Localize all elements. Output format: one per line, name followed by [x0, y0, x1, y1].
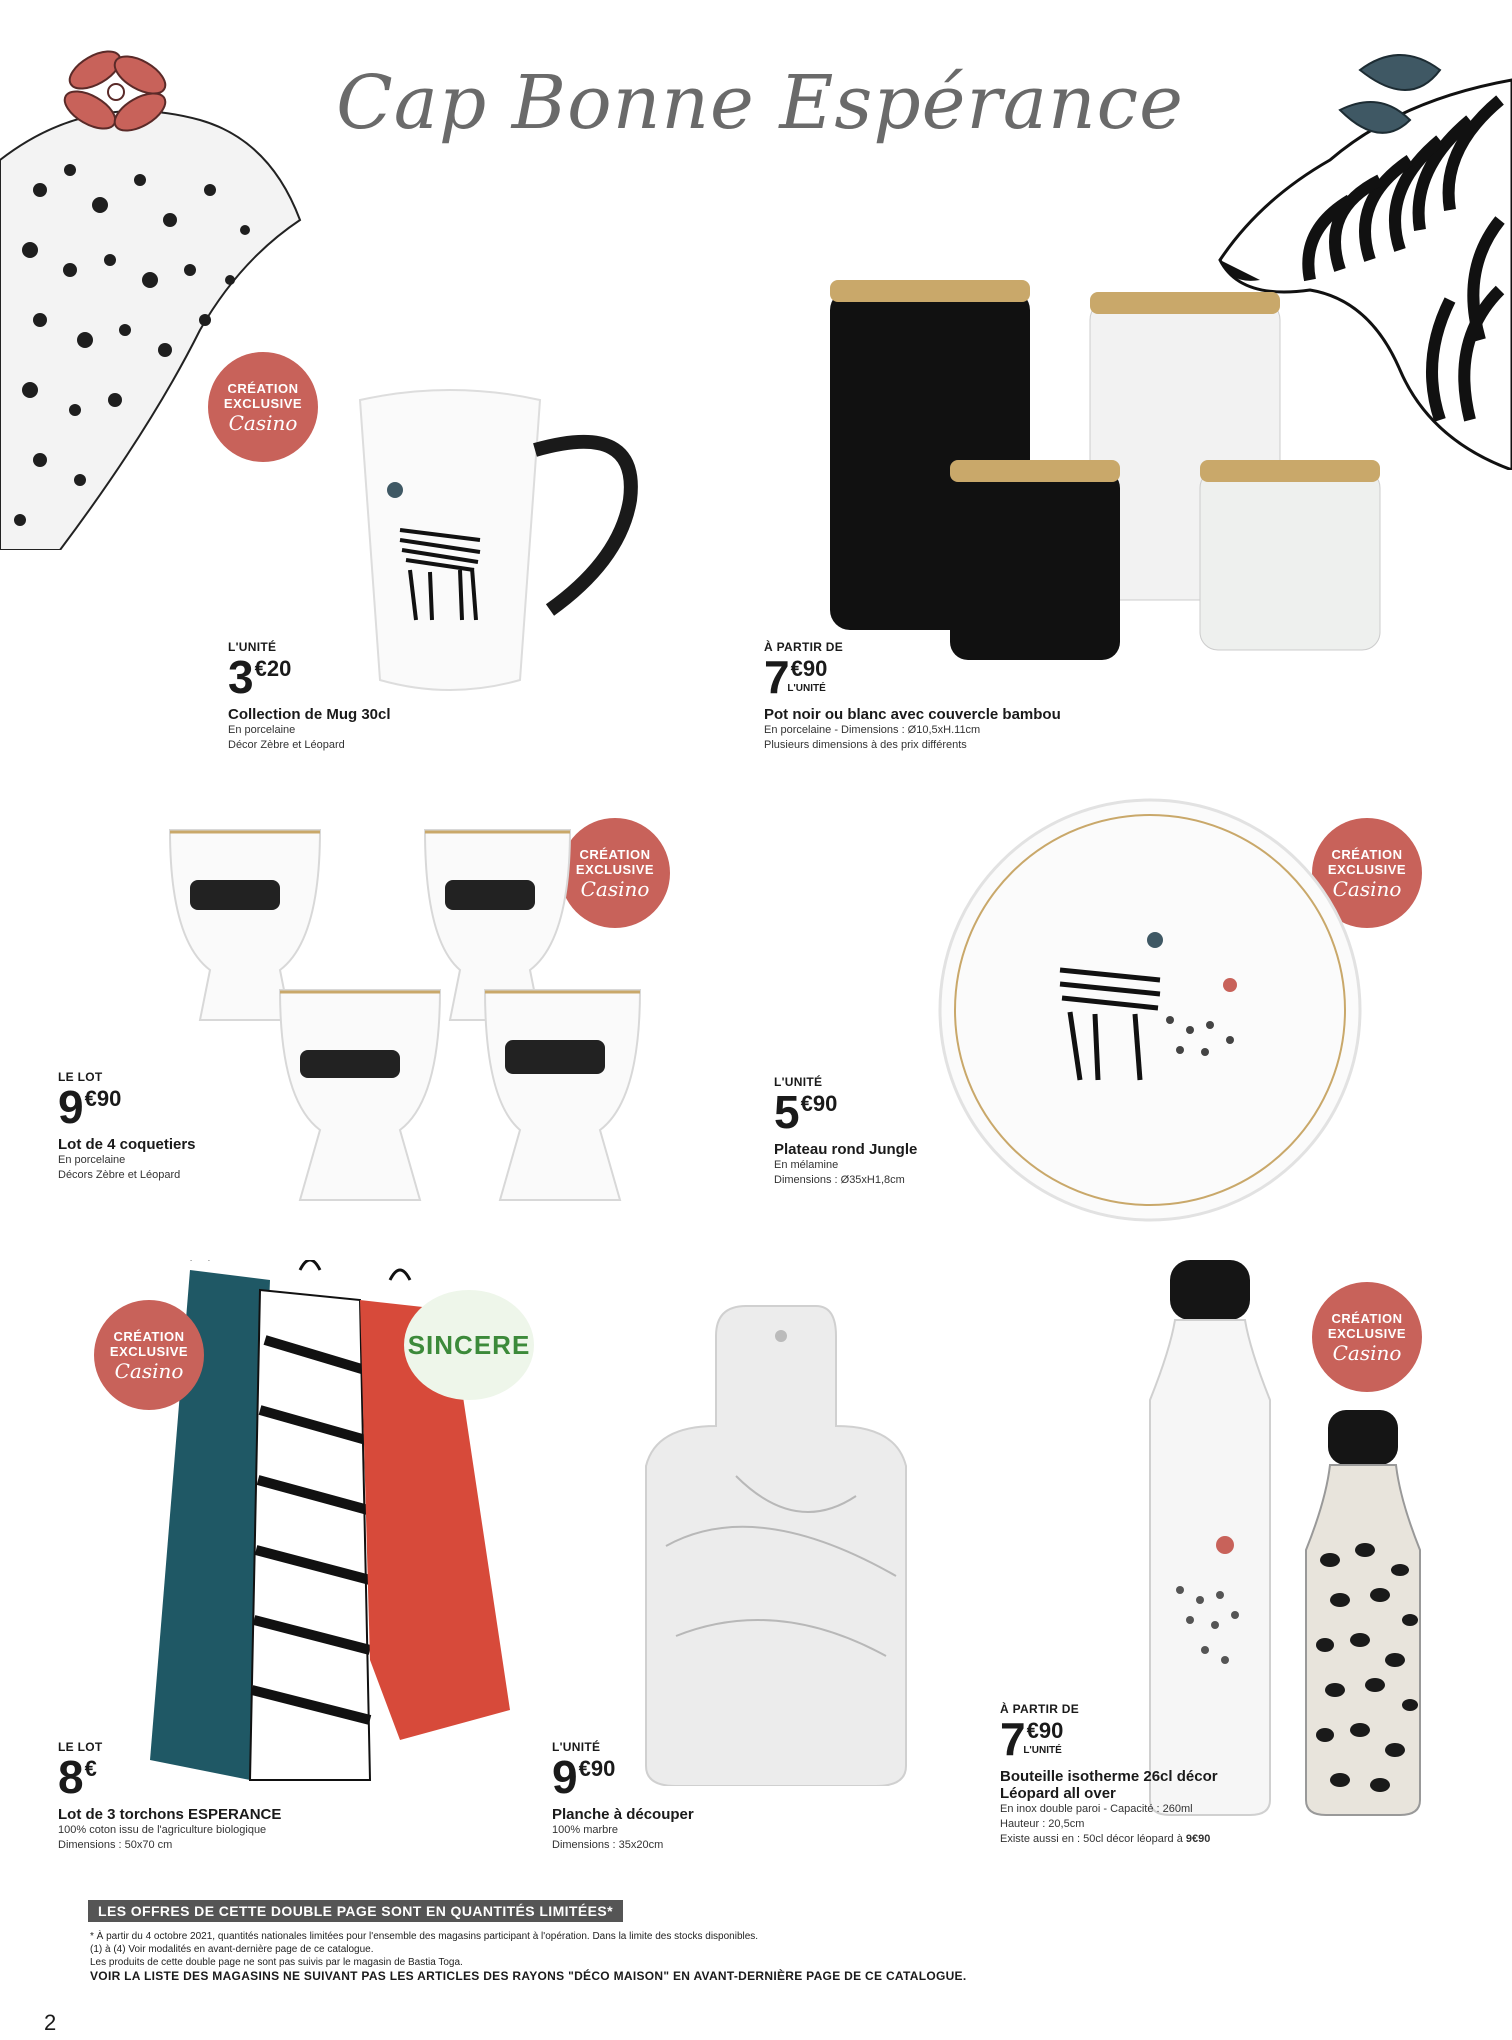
- egg-cups-image: [160, 820, 660, 1230]
- pot-desc2: Plusieurs dimensions à des prix différents: [764, 739, 967, 751]
- coquetiers-price-int: 9: [58, 1081, 83, 1133]
- badge-line2: EXCLUSIVE: [1327, 861, 1407, 877]
- mug-image: [340, 380, 680, 700]
- mug-price-block: [228, 640, 391, 753]
- torchons-price-block: [58, 1740, 281, 1853]
- badge-brand: Casino: [1332, 876, 1402, 901]
- mug-price-int: 3: [228, 651, 253, 703]
- badge-line2: EXCLUSIVE: [575, 861, 655, 877]
- torchons-pre: LE LOT: [58, 1740, 103, 1754]
- footer-note2: (1) à (4) Voir modalités en avant-dernière page de ce catalogue.: [90, 1944, 374, 1955]
- coquetiers-price: [58, 1081, 196, 1133]
- pot-price-block: [764, 640, 1061, 753]
- mug-desc2: Décor Zèbre et Léopard: [228, 739, 345, 751]
- tray-image: [930, 790, 1370, 1230]
- torchons-price-dec: €: [84, 1756, 97, 1781]
- bouteille-price-block: [1000, 1702, 1218, 1847]
- exclusive-badge: [94, 1300, 204, 1410]
- leopard-illustration: [0, 30, 320, 550]
- badge-line2: EXCLUSIVE: [1327, 1325, 1407, 1341]
- torchons-price: [58, 1751, 281, 1803]
- bouteille-desc3: [1000, 1832, 1218, 1847]
- plateau-name: Plateau rond Jungle: [774, 1141, 918, 1158]
- mug-desc1: En porcelaine: [228, 724, 296, 736]
- badge-line1: CRÉATION: [1331, 1310, 1403, 1326]
- mug-price-dec: €20: [254, 656, 292, 681]
- coquetiers-name: Lot de 4 coquetiers: [58, 1136, 196, 1153]
- bouteille-price: [1000, 1713, 1218, 1765]
- planche-pre: L'UNITÉ: [552, 1740, 601, 1754]
- footer-notes: [90, 1930, 967, 1983]
- coquetiers-desc2: Décors Zèbre et Léopard: [58, 1169, 181, 1181]
- page-title: Cap Bonne Espérance: [336, 60, 1184, 146]
- planche-price-int: 9: [552, 1751, 577, 1803]
- badge-brand: Casino: [580, 876, 650, 901]
- torchons-desc1: 100% coton issu de l'agriculture biologique: [58, 1824, 267, 1836]
- badge-brand: Casino: [114, 1358, 184, 1383]
- bouteille-desc2: Hauteur : 20,5cm: [1000, 1818, 1085, 1830]
- badge-brand: Casino: [228, 410, 298, 435]
- footer-note1: * À partir du 4 octobre 2021, quantités nationales limitées pour l'ensemble des magasins participant à l'opération. Dans la limite des stocks disponibles.: [90, 1931, 759, 1942]
- badge-line1: CRÉATION: [579, 846, 651, 862]
- bouteille-price-int: 7: [1000, 1713, 1025, 1765]
- mug-price: [228, 651, 391, 703]
- pot-unit: L'UNITÉ: [787, 683, 826, 694]
- page-number: 2: [44, 2010, 57, 2035]
- plateau-desc2: Dimensions : Ø35xH1,8cm: [774, 1174, 905, 1186]
- sincere-logo: [404, 1290, 534, 1400]
- bouteille-desc3-text: Existe aussi en : 50cl décor léopard à: [1000, 1833, 1186, 1845]
- footer-note3: Les produits de cette double page ne sont pas suivis par le magasin de Bastia Toga.: [90, 1957, 463, 1968]
- bouteille-name2: Léopard all over: [1000, 1785, 1116, 1802]
- bouteille-price-dec: €90: [1026, 1718, 1064, 1743]
- bouteille-desc1: En inox double paroi - Capacité : 260ml: [1000, 1803, 1193, 1815]
- footer-stores-notice: VOIR LA LISTE DES MAGASINS NE SUIVANT PAS LES ARTICLES DES RAYONS "DÉCO MAISON" EN AVANT-DERNIÈRE PAGE DE CE CATALOGUE.: [90, 1969, 967, 1983]
- coquetiers-price-block: [58, 1070, 196, 1183]
- bouteille-pre: À PARTIR DE: [1000, 1702, 1080, 1716]
- badge-line1: CRÉATION: [227, 380, 299, 396]
- coquetiers-pre: LE LOT: [58, 1070, 103, 1084]
- pots-image: [820, 280, 1400, 680]
- plateau-price-block: [774, 1075, 917, 1188]
- cutting-board-image: [636, 1296, 926, 1786]
- planche-desc2: Dimensions : 35x20cm: [552, 1839, 664, 1851]
- pot-name: Pot noir ou blanc avec couvercle bambou: [764, 706, 1061, 723]
- sincere-logo-text: SINCERE: [407, 1329, 531, 1360]
- pot-desc1: En porcelaine - Dimensions : Ø10,5xH.11cm: [764, 724, 981, 736]
- plateau-price-dec: €90: [800, 1091, 838, 1116]
- badge-line2: EXCLUSIVE: [109, 1343, 189, 1359]
- bouteille-name1: Bouteille isotherme 26cl décor: [1000, 1768, 1218, 1785]
- plateau-price: [774, 1086, 917, 1138]
- badge-brand: Casino: [1332, 1340, 1402, 1365]
- coquetiers-desc1: En porcelaine: [58, 1154, 126, 1166]
- mug-name: Collection de Mug 30cl: [228, 706, 391, 723]
- planche-price-block: [552, 1740, 694, 1853]
- badge-line2: EXCLUSIVE: [223, 395, 303, 411]
- pot-pre: À PARTIR DE: [764, 640, 844, 654]
- pot-price-dec: €90: [790, 656, 828, 681]
- plateau-pre: L'UNITÉ: [774, 1075, 823, 1089]
- mug-pre: L'UNITÉ: [228, 640, 277, 654]
- limited-offers-banner: LES OFFRES DE CETTE DOUBLE PAGE SONT EN QUANTITÉS LIMITÉES*: [88, 1900, 623, 1922]
- planche-price: [552, 1751, 694, 1803]
- torchons-name: Lot de 3 torchons ESPERANCE: [58, 1806, 282, 1823]
- planche-name: Planche à découper: [552, 1806, 694, 1823]
- planche-price-dec: €90: [578, 1756, 616, 1781]
- planche-desc1: 100% marbre: [552, 1824, 619, 1836]
- pot-price-int: 7: [764, 651, 789, 703]
- coquetiers-price-dec: €90: [84, 1086, 122, 1111]
- bouteille-desc3-price: 9€90: [1185, 1833, 1211, 1845]
- plateau-desc1: En mélamine: [774, 1159, 839, 1171]
- badge-line1: CRÉATION: [113, 1328, 185, 1344]
- exclusive-badge: [208, 352, 318, 462]
- torchons-desc2: Dimensions : 50x70 cm: [58, 1839, 173, 1851]
- badge-line1: CRÉATION: [1331, 846, 1403, 862]
- torchons-price-int: 8: [58, 1751, 83, 1803]
- bouteille-unit: L'UNITÉ: [1023, 1745, 1062, 1756]
- pot-price: [764, 651, 1061, 703]
- plateau-price-int: 5: [774, 1086, 799, 1138]
